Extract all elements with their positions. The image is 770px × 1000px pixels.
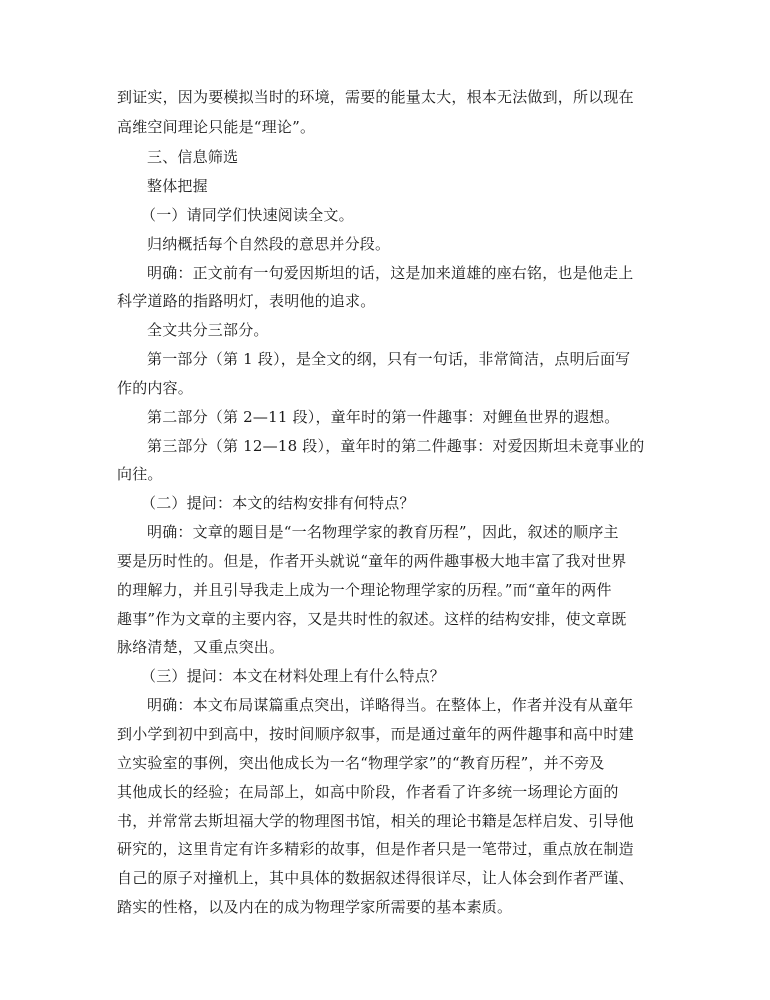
text-line: 第二部分（第 2—11 段），童年时的第一件趣事：对鲤鱼世界的遐想。	[147, 408, 620, 426]
text-line: 明确：本文布局谋篇重点突出，详略得当。在整体上，作者并没有从童年	[147, 696, 634, 714]
text-line: 踏实的性格，以及内在的成为物理学家所需要的基本素质。	[117, 898, 513, 916]
text-line: 其他成长的经验；在局部上，如高中阶段，作者看了许多统一场理论方面的	[117, 783, 619, 801]
text-line: 脉络清楚，又重点突出。	[117, 638, 285, 656]
text-line: 高维空间理论只能是“理论”。	[117, 118, 316, 136]
subsection-heading: 整体把握	[147, 177, 208, 195]
text-line: 自己的原子对撞机上，其中具体的数据叙述得很详尽，让人体会到作者严谨、	[117, 869, 634, 887]
text-line: 书，并常常去斯坦福大学的物理图书馆，相关的理论书籍是怎样启发、引导他	[117, 812, 634, 830]
text-line: 归纳概括每个自然段的意思并分段。	[147, 235, 391, 253]
question-line: （二）提问：本文的结构安排有何特点？	[141, 494, 415, 512]
question-line: （一）请同学们快速阅读全文。	[141, 206, 354, 224]
text-line: 趣事”作为文章的主要内容，又是共时性的叙述。这样的结构安排，使文章既	[117, 610, 627, 628]
section-heading: 三、信息筛选	[147, 148, 239, 166]
text-line: 明确：文章的题目是“一名物理学家的教育历程”，因此，叙述的顺序主	[147, 523, 619, 541]
text-line: 到小学到初中到高中，按时间顺序叙事，而是通过童年的两件趣事和高中时建	[117, 725, 634, 743]
text-line: 第三部分（第 12—18 段），童年时的第二件趣事：对爱因斯坦未竟事业的	[147, 437, 645, 455]
text-line: 第一部分（第 1 段），是全文的纲，只有一句话，非常简洁，点明后面写	[147, 350, 631, 368]
text-line: 要是历时性的。但是，作者开头就说“童年的两件趣事极大地丰富了我对世界	[117, 552, 627, 570]
text-line: 明确：正文前有一句爱因斯坦的话，这是加来道雄的座右铭，也是他走上	[147, 264, 634, 282]
text-line: 作的内容。	[117, 379, 194, 397]
text-line: 立实验室的事例，突出他成长为一名“物理学家”的“教育历程”，并不旁及	[117, 754, 605, 772]
text-line: 到证实，因为要模拟当时的环境，需要的能量太大，根本无法做到，所以现在	[117, 88, 634, 106]
text-line: 研究的，这里肯定有许多精彩的故事，但是作者只是一笔带过，重点放在制造	[117, 840, 634, 858]
text-line: 的理解力，并且引导我走上成为一个理论物理学家的历程。”而“童年的两件	[117, 581, 612, 599]
text-line: 向往。	[117, 465, 163, 483]
question-line: （三）提问：本文在材料处理上有什么特点？	[141, 667, 446, 685]
text-line: 科学道路的指路明灯，表明他的追求。	[117, 292, 376, 310]
text-line: 全文共分三部分。	[147, 321, 269, 339]
